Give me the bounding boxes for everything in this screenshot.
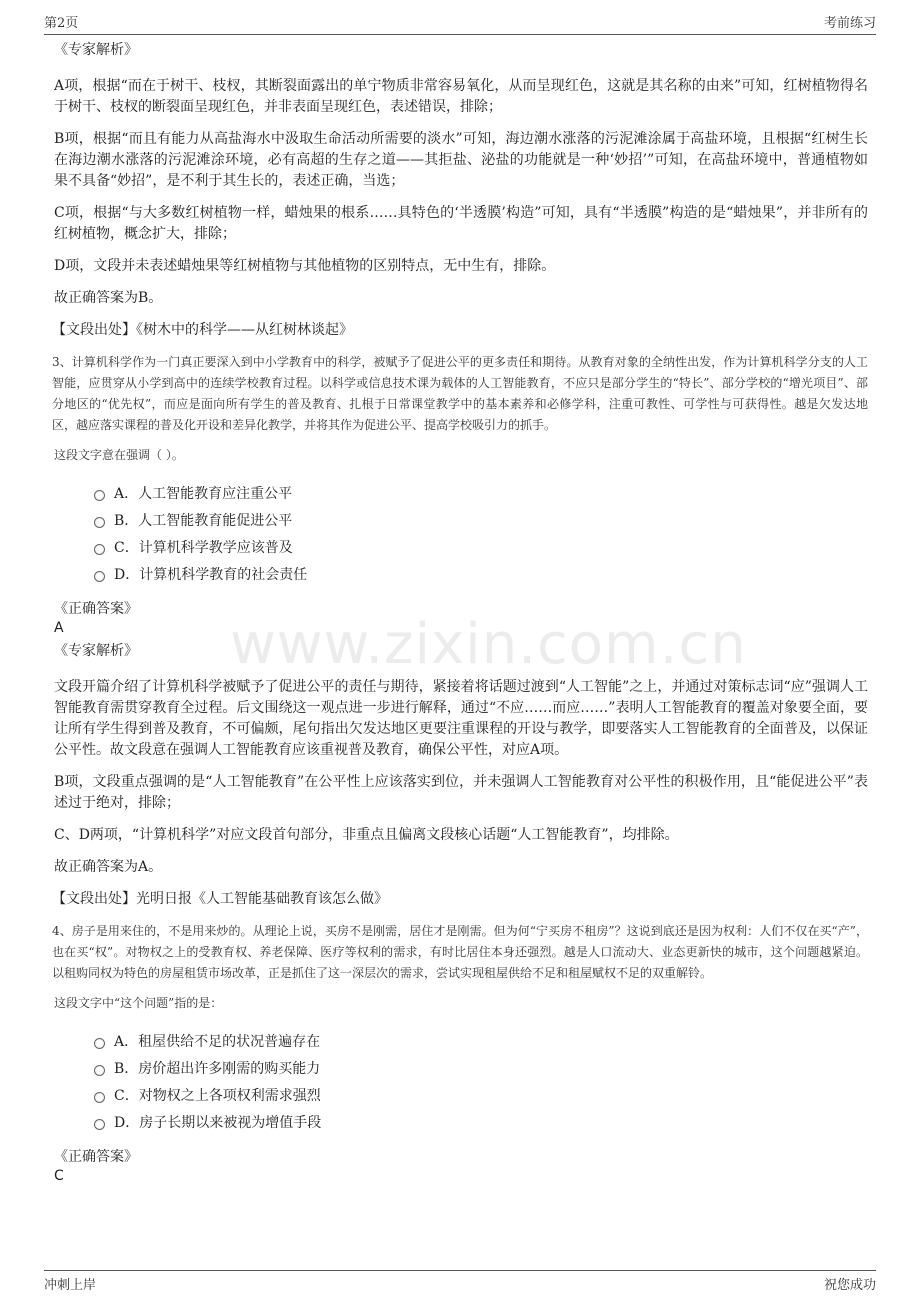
radio-icon[interactable]	[94, 517, 105, 528]
radio-icon[interactable]	[94, 1038, 105, 1049]
answer-value: A	[54, 620, 64, 636]
radio-icon[interactable]	[94, 490, 105, 501]
option-label: A．租屋供给不足的状况普遍存在	[114, 1033, 321, 1050]
option-c[interactable]	[94, 1081, 868, 1108]
option-label: B．人工智能教育能促进公平	[114, 512, 293, 529]
radio-icon[interactable]	[94, 1119, 105, 1130]
question-stem: 这段文字意在强调（ ）。	[54, 448, 184, 462]
analysis-paragraph: B项，文段重点强调的是“人工智能教育”在公平性上应该落实到位，并未强调人工智能教育对公平性的积极作用，且“能促进公平”表述过于绝对，排除；	[54, 774, 868, 811]
option-label: A．人工智能教育应注重公平	[114, 485, 293, 502]
options-list	[94, 1027, 868, 1135]
page-content	[54, 40, 868, 1189]
option-label: C．对物权之上各项权利需求强烈	[114, 1087, 321, 1104]
analysis-paragraph: 文段开篇介绍了计算机科学被赋予了促进公平的责任与期待，紧接着将话题过渡到“人工智能”之上，并通过对策标志词“应”强调人工智能教育需贯穿教育全过程。后文围绕这一观点进一步进行解释，通过“不应……而应……”表明人工智能教育的覆盖对象要全面，要让所有学生得到普及教育，不可偏颇，尾句指出欠发达地区更要注重课程的开设与教学，即要落实人工智能教育的全面普及，以保证公平性。故文段意在强调人工智能教育应该重视普及教育，确保公平性，对应A项。	[54, 679, 868, 758]
option-a[interactable]	[94, 1027, 868, 1054]
analysis-paragraph: D项，文段并未表述蜡烛果等红树植物与其他植物的区别特点，无中生有，排除。	[54, 258, 556, 274]
analysis-title: 《专家解析》	[54, 643, 138, 659]
analysis-paragraph: C项，根据“与大多数红树植物一样，蜡烛果的根系……具特色的‘半透膜’构造”可知，具有“半透膜”构造的是“蜡烛果”，并非所有的红树植物，概念扩大，排除；	[54, 205, 868, 242]
footer-left-text: 冲刺上岸	[44, 1278, 97, 1293]
options-list	[94, 479, 868, 587]
header-title: 考前练习	[823, 16, 876, 31]
analysis-paragraph: B项，根据“而且有能力从高盐海水中汲取生命活动所需要的淡水”可知，海边潮水涨落的污泥滩涂属于高盐环境，且根据“红树生长在海边潮水涨落的污泥滩涂环境，必有高超的生存之道——其拒盐、泌盐的功能就是一种‘妙招’”可知，在高盐环境中，普通植物如果不具备“妙招”，是不利于其生长的，表述正确，当选；	[54, 131, 868, 189]
question-text: 4、房子是用来住的，不是用来炒的。从理论上说，买房不是刚需，居住才是刚需。但为何“宁买房不租房”？这说到底还是因为权利：人们不仅在买“产”，也在买“权”。对物权之上的受教育权、养老保障、医疗等权利的需求，有时比居住本身还强烈。越是人口流动大、业态更新快的城市，这个问题越紧迫。以租购同权为特色的房屋租赁市场改革，正是抓住了这一深层次的需求，尝试实现租屋供给不足和租屋赋权不足的双重解铃。	[52, 924, 868, 980]
analysis-paragraph: A项，根据“而在于树干、枝杈，其断裂面露出的单宁物质非常容易氧化，从而呈现红色，这就是其名称的由来”可知，红树植物得名于树干、枝杈的断裂面呈现红色，并非表面呈现红色，表述错误，排除；	[54, 78, 868, 115]
option-label: B．房价超出许多刚需的购买能力	[114, 1060, 321, 1077]
option-d[interactable]	[94, 560, 868, 587]
source-citation: 【文段出处】《树木中的科学——从红树林谈起》	[52, 322, 353, 338]
analysis-title: 《专家解析》	[54, 42, 138, 58]
watermark: www.zixin.com.cn	[230, 612, 747, 677]
option-c[interactable]	[94, 533, 868, 560]
answer-title: 《正确答案》	[54, 601, 138, 617]
page-footer	[44, 1270, 876, 1293]
radio-icon[interactable]	[94, 571, 105, 582]
option-a[interactable]	[94, 479, 868, 506]
question-stem: 这段文字中“这个问题”指的是：	[54, 996, 223, 1010]
option-b[interactable]	[94, 506, 868, 533]
page-number: 第2页	[44, 16, 79, 31]
correct-answer-statement: 故正确答案为A。	[54, 859, 163, 875]
answer-title: 《正确答案》	[54, 1149, 138, 1165]
option-label: C．计算机科学教学应该普及	[114, 539, 293, 556]
option-label: D．计算机科学教育的社会责任	[114, 566, 308, 583]
radio-icon[interactable]	[94, 1065, 105, 1076]
radio-icon[interactable]	[94, 1092, 105, 1103]
source-citation: 【文段出处】光明日报《人工智能基础教育该怎么做》	[52, 891, 388, 907]
option-d[interactable]	[94, 1108, 868, 1135]
footer-right-text: 祝您成功	[823, 1278, 876, 1293]
radio-icon[interactable]	[94, 544, 105, 555]
option-b[interactable]	[94, 1054, 868, 1081]
analysis-paragraph: C、D两项，“计算机科学”对应文段首句部分，非重点且偏离文段核心话题“人工智能教育”，均排除。	[54, 827, 679, 843]
answer-value: C	[54, 1168, 64, 1184]
option-label: D．房子长期以来被视为增值手段	[114, 1114, 322, 1131]
question-text: 3、计算机科学作为一门真正要深入到中小学教育中的科学，被赋予了促进公平的更多责任和期待。从教育对象的全纳性出发，作为计算机科学分支的人工智能，应贯穿从小学到高中的连续学校教育过程。以科学或信息技术课为载体的人工智能教育，不应只是部分学生的“特长”、部分学校的“增光项目”、部分地区的“优先权”，而应是面向所有学生的普及教育、扎根于日常课堂教学中的基本素养和必修学科，注重可教性、可学性与可获得性。越是欠发达地区，越应落实课程的普及化开设和差异化教学，并将其作为促进公平、提高学校吸引力的抓手。	[52, 355, 868, 432]
page-header	[44, 12, 876, 35]
correct-answer-statement: 故正确答案为B。	[54, 290, 163, 306]
